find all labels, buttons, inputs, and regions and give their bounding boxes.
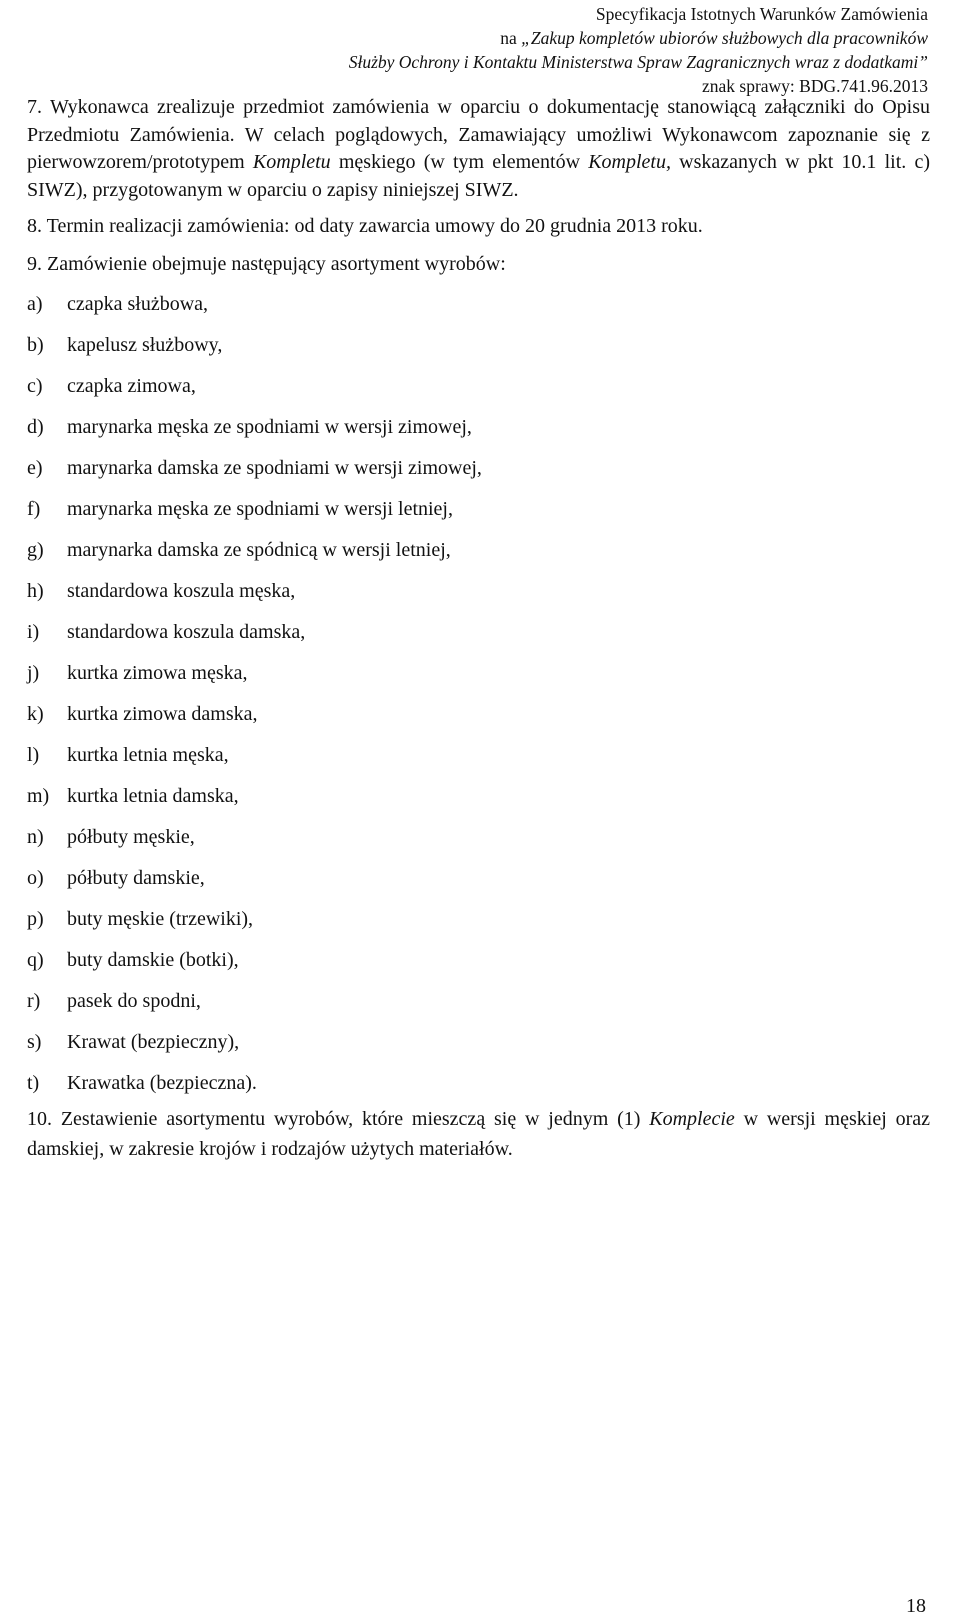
list-item <box>27 290 930 331</box>
list-item <box>27 700 930 741</box>
header-subject-prefix: na <box>500 28 522 48</box>
list-item <box>27 536 930 577</box>
list-item <box>27 577 930 618</box>
paragraph-7-italic-a: Kompletu <box>252 151 331 173</box>
paragraph-7-text-a: 7. Wykonawca zrealizuje przedmiot zamówienia w oparciu o dokumentację stanowiącą załączniki do Opisu Przedmiotu Zamówienia. W celach poglądowych, Zamawiający umożliwi Wykonawcom zapoznanie się z pierwowzorem/prototypem <box>27 96 930 173</box>
list-item-text: marynarka damska ze spódnicą w wersji letniej, <box>67 539 451 561</box>
header-case-number: znak sprawy: BDG.741.96.2013 <box>701 76 928 96</box>
list-item-text: kurtka letnia damska, <box>67 785 239 807</box>
list-item-label: d) <box>27 416 44 438</box>
list-item-label: m) <box>27 785 50 807</box>
list-item-text: kurtka letnia męska, <box>67 744 229 766</box>
list-item-text: marynarka męska ze spodniami w wersji letniej, <box>67 498 453 520</box>
list-item <box>27 495 930 536</box>
list-item-text: półbuty męskie, <box>67 826 195 848</box>
document-body <box>27 94 930 1164</box>
list-item-label: h) <box>27 580 44 602</box>
list-item <box>27 618 930 659</box>
list-item-text: półbuty damskie, <box>67 867 205 889</box>
list-item-label: s) <box>27 1031 42 1053</box>
list-item <box>27 331 930 372</box>
list-item-label: n) <box>27 826 44 848</box>
list-item-text: pasek do spodni, <box>67 990 201 1012</box>
header-subject-line2: Służby Ochrony i Kontaktu Ministerstwa Spraw Zagranicznych wraz z dodatkami” <box>348 52 928 72</box>
list-item-text: kapelusz służbowy, <box>67 334 223 356</box>
list-item-label: b) <box>27 334 44 356</box>
list-item-label: o) <box>27 867 44 889</box>
list-item-text: czapka zimowa, <box>67 375 196 397</box>
list-item-text: Krawat (bezpieczny), <box>67 1031 240 1053</box>
list-item-label: e) <box>27 457 43 479</box>
list-item-label: t) <box>27 1072 40 1094</box>
list-item-text: kurtka zimowa męska, <box>67 662 248 684</box>
list-item-label: q) <box>27 949 44 971</box>
document-header <box>349 2 928 98</box>
list-item <box>27 946 930 987</box>
list-item-text: marynarka męska ze spodniami w wersji zimowej, <box>67 416 472 438</box>
paragraph-7 <box>27 94 930 204</box>
list-item <box>27 659 930 700</box>
assortment-list <box>27 290 930 1110</box>
header-subject-italic: „Zakup kompletów ubiorów służbowych dla pracowników <box>521 28 928 48</box>
list-item-text: kurtka zimowa damska, <box>67 703 258 725</box>
header-title: Specyfikacja Istotnych Warunków Zamówienia <box>595 4 928 24</box>
paragraph-10 <box>27 1104 930 1164</box>
list-item-label: f) <box>27 498 41 520</box>
list-item-text: marynarka damska ze spodniami w wersji zimowej, <box>67 457 482 479</box>
list-item <box>27 1028 930 1069</box>
paragraph-7-text-b: męskiego (w tym elementów <box>330 151 589 173</box>
list-item-label: g) <box>27 539 44 561</box>
paragraph-10-italic-a: Komplecie <box>649 1108 735 1130</box>
header-subject-line1 <box>349 26 928 50</box>
list-item-text: buty męskie (trzewiki), <box>67 908 254 930</box>
list-item <box>27 454 930 495</box>
list-item <box>27 823 930 864</box>
list-item-text: buty damskie (botki), <box>67 949 239 971</box>
paragraph-10-text-a: 10. Zestawienie asortymentu wyrobów, które mieszczą się w jednym (1) <box>27 1108 650 1130</box>
list-item <box>27 1069 930 1110</box>
list-item-text: standardowa koszula męska, <box>67 580 296 602</box>
list-item-text: Krawatka (bezpieczna). <box>67 1072 257 1094</box>
list-item-label: p) <box>27 908 44 930</box>
list-item-label: c) <box>27 375 43 397</box>
list-item-label: l) <box>27 744 40 766</box>
paragraph-8: 8. Termin realizacji zamówienia: od daty zawarcia umowy do 20 grudnia 2013 roku. <box>27 215 703 237</box>
paragraph-9-intro: 9. Zamówienie obejmuje następujący asortyment wyrobów: <box>27 252 506 275</box>
list-item <box>27 987 930 1028</box>
list-item-text: standardowa koszula damska, <box>67 621 306 643</box>
list-item <box>27 905 930 946</box>
paragraph-7-text-c: wskazanych w pkt 10.1 lit. c) SIWZ), przygotowanym w oparciu o zapisy niniejszej SIWZ. <box>27 151 930 201</box>
list-item-label: a) <box>27 293 43 315</box>
list-item-label: k) <box>27 703 44 725</box>
list-item <box>27 864 930 905</box>
list-item <box>27 413 930 454</box>
list-item <box>27 782 930 823</box>
list-item-label: i) <box>27 621 40 643</box>
list-item <box>27 741 930 782</box>
list-item <box>27 372 930 413</box>
paragraph-7-italic-b: Kompletu, <box>588 151 671 173</box>
list-item-label: r) <box>27 990 41 1012</box>
list-item-text: czapka służbowa, <box>67 293 209 315</box>
list-item-label: j) <box>27 662 40 684</box>
page-number: 18 <box>906 1595 926 1617</box>
paragraph-10-text-b: w wersji męskiej oraz damskiej, w zakresie krojów i rodzajów użytych materiałów. <box>27 1108 930 1160</box>
